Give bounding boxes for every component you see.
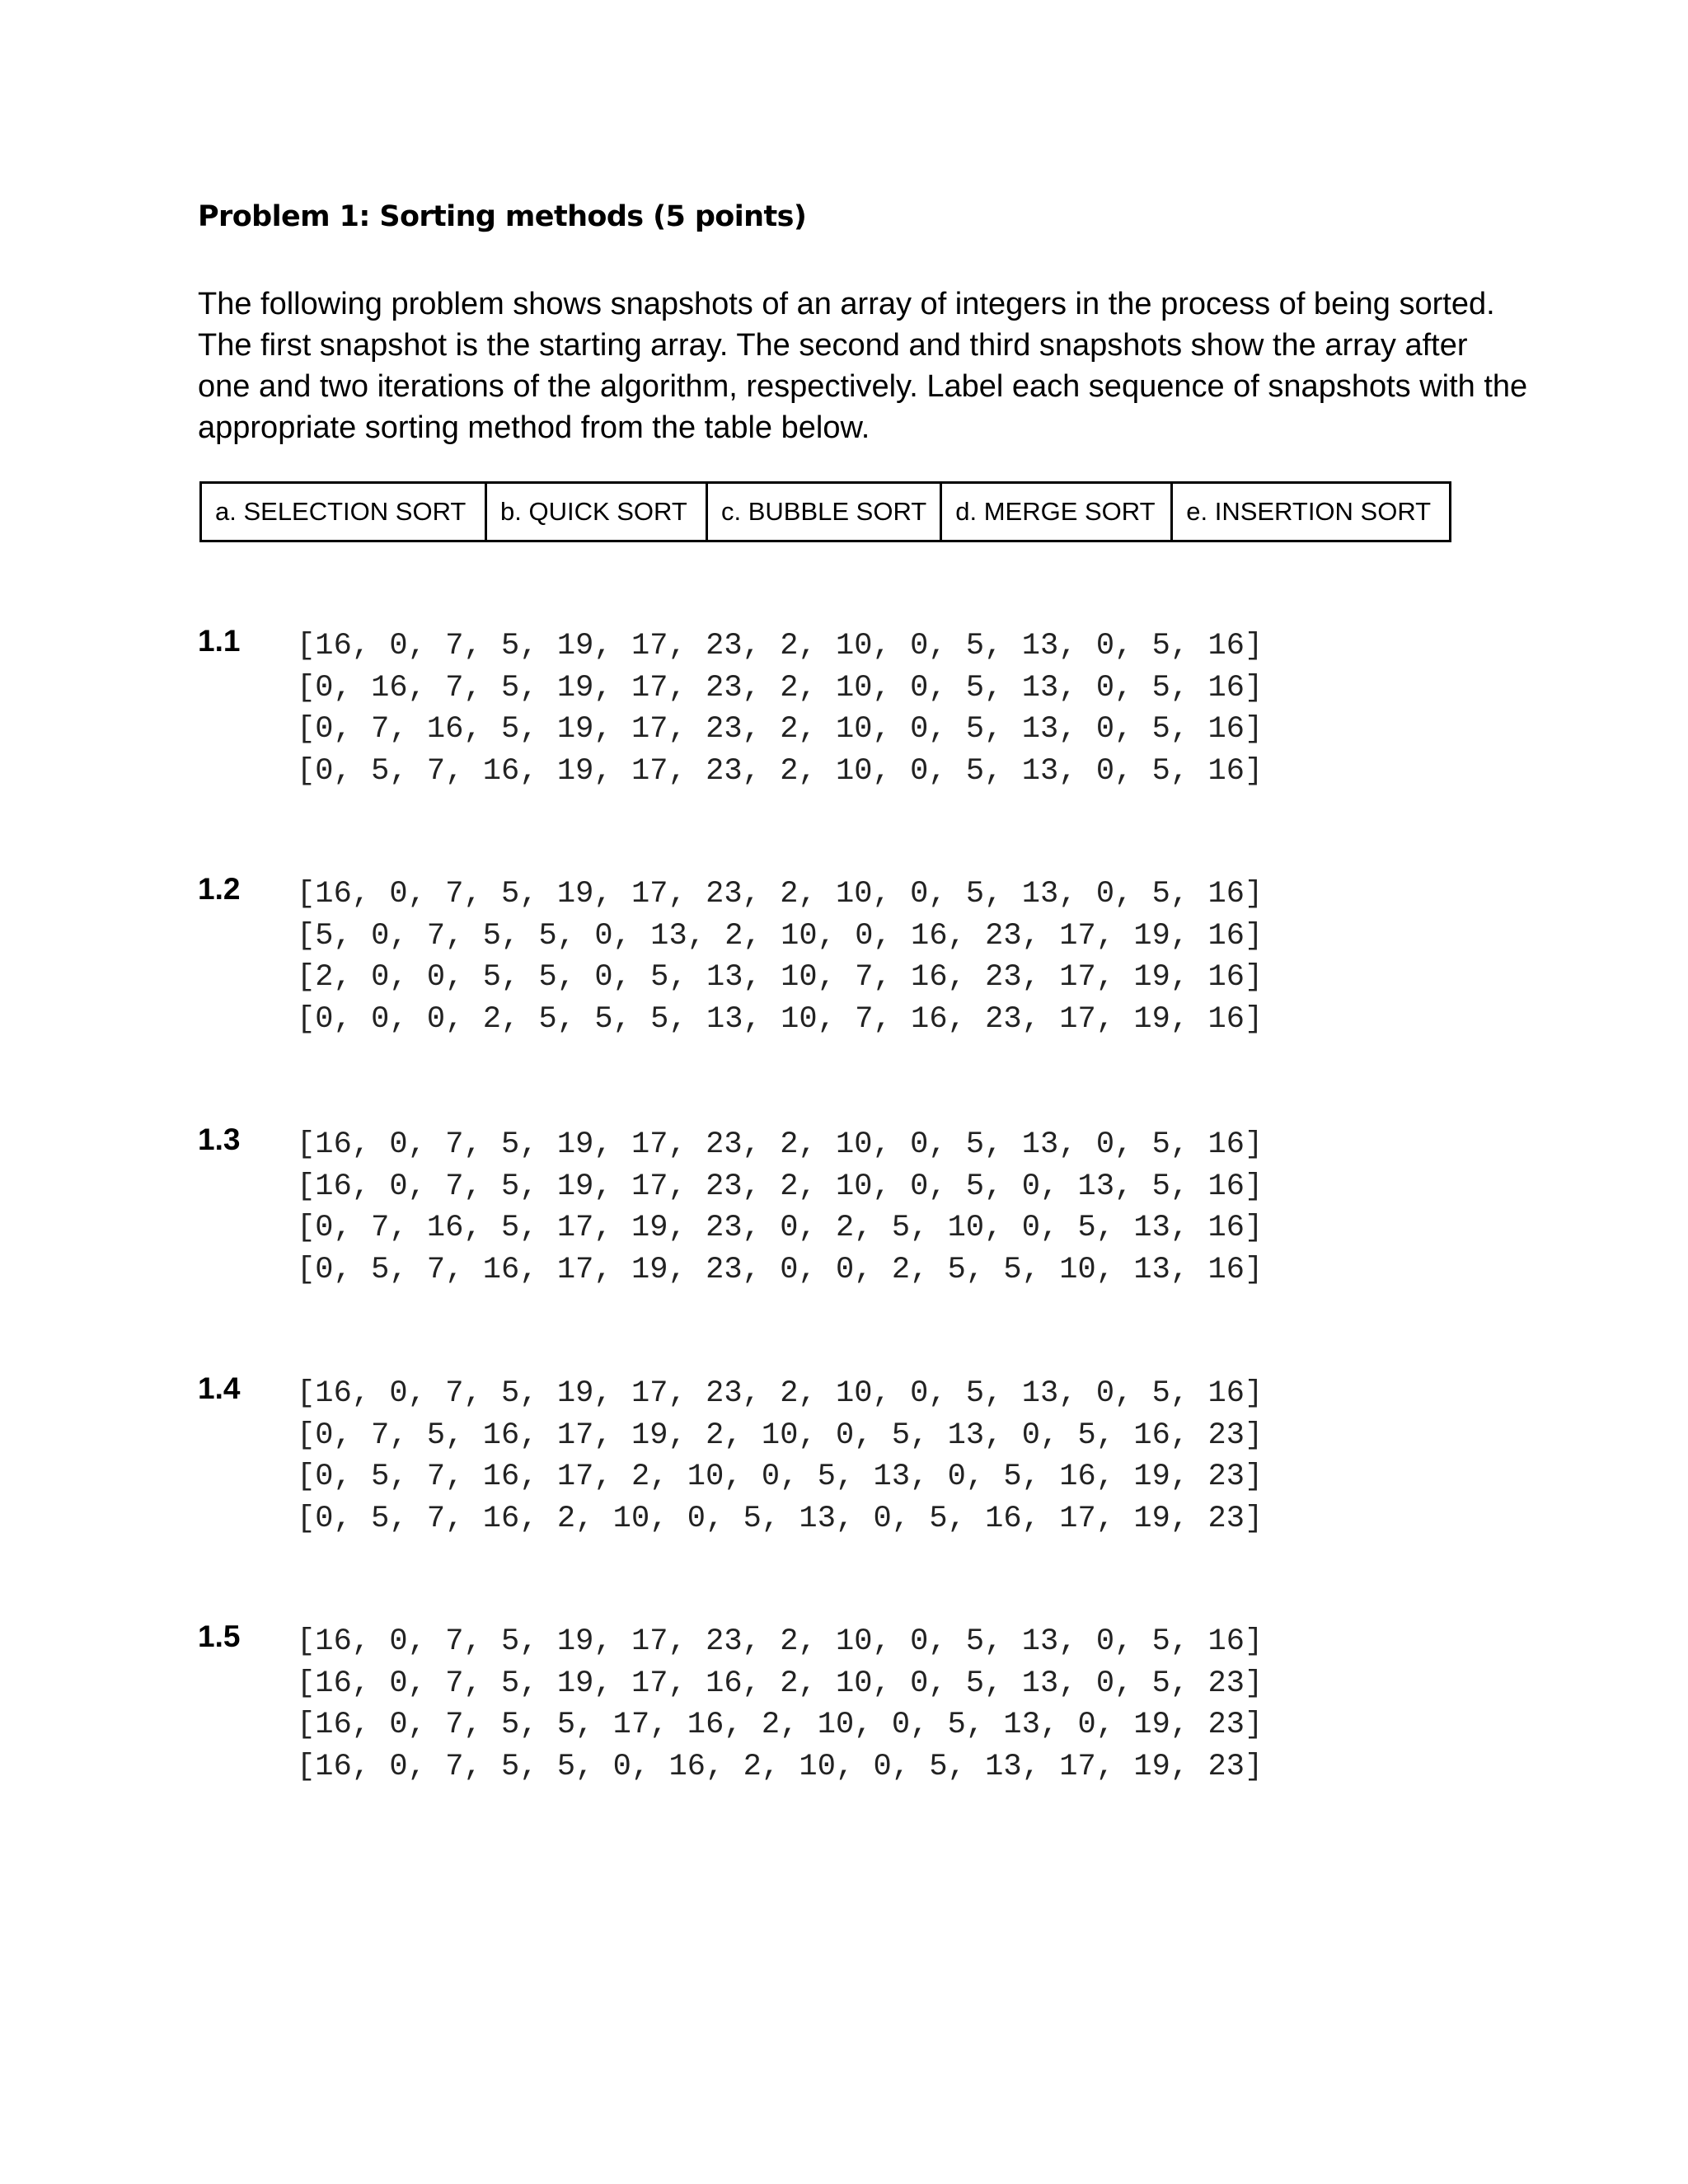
- snapshot-list: [297, 1124, 1263, 1291]
- snapshot-row: [16, 0, 7, 5, 19, 17, 23, 2, 10, 0, 5, 13, 0, 5, 16]: [297, 877, 1264, 912]
- snapshot-row: [0, 16, 7, 5, 19, 17, 23, 2, 10, 0, 5, 13, 0, 5, 16]: [297, 670, 1264, 705]
- snapshot-list: [297, 1621, 1263, 1788]
- snapshot-list: [297, 874, 1263, 1040]
- method-bubble-sort: c. BUBBLE SORT: [707, 483, 941, 541]
- snapshot-row: [0, 7, 16, 5, 17, 19, 23, 0, 2, 5, 10, 0, 5, 13, 16]: [297, 1211, 1264, 1245]
- snapshot-row: [16, 0, 7, 5, 19, 17, 23, 2, 10, 0, 5, 0, 13, 5, 16]: [297, 1169, 1264, 1204]
- snapshot-row: [0, 5, 7, 16, 2, 10, 0, 5, 13, 0, 5, 16, 17, 19, 23]: [297, 1501, 1264, 1536]
- snapshot-list: [297, 626, 1263, 792]
- method-selection-sort: a. SELECTION SORT: [201, 483, 486, 541]
- description-line: The following problem shows snapshots of an array of integers in the process of being sorted.: [198, 287, 1495, 321]
- snapshot-row: [16, 0, 7, 5, 5, 17, 16, 2, 10, 0, 5, 13, 0, 19, 23]: [297, 1708, 1264, 1742]
- snapshot-row: [16, 0, 7, 5, 5, 0, 16, 2, 10, 0, 5, 13, 17, 19, 23]: [297, 1749, 1264, 1784]
- description-line: The first snapshot is the starting array. The second and third snapshots show the array after: [198, 328, 1468, 363]
- problem-title: Problem 1: Sorting methods (5 points): [198, 200, 807, 233]
- snapshot-row: [16, 0, 7, 5, 19, 17, 23, 2, 10, 0, 5, 13, 0, 5, 16]: [297, 1376, 1264, 1411]
- snapshot-row: [0, 7, 16, 5, 19, 17, 23, 2, 10, 0, 5, 13, 0, 5, 16]: [297, 712, 1264, 747]
- problem-label: 1.4: [198, 1371, 241, 1405]
- problem-label: 1.1: [198, 624, 241, 658]
- problem-label: 1.3: [198, 1122, 241, 1156]
- description-line: one and two iterations of the algorithm, respectively. Label each sequence of snapshots with the: [198, 369, 1528, 404]
- snapshot-row: [16, 0, 7, 5, 19, 17, 23, 2, 10, 0, 5, 13, 0, 5, 16]: [297, 1624, 1264, 1659]
- description-line: appropriate sorting method from the table below.: [198, 410, 870, 445]
- method-merge-sort: d. MERGE SORT: [941, 483, 1172, 541]
- snapshot-row: [16, 0, 7, 5, 19, 17, 23, 2, 10, 0, 5, 13, 0, 5, 16]: [297, 1127, 1264, 1162]
- snapshot-row: [0, 5, 7, 16, 19, 17, 23, 2, 10, 0, 5, 13, 0, 5, 16]: [297, 753, 1264, 789]
- snapshot-row: [0, 5, 7, 16, 17, 2, 10, 0, 5, 13, 0, 5, 16, 19, 23]: [297, 1460, 1264, 1494]
- snapshot-row: [16, 0, 7, 5, 19, 17, 23, 2, 10, 0, 5, 13, 0, 5, 16]: [297, 629, 1264, 663]
- sorting-methods-table: [199, 481, 1451, 542]
- snapshot-row: [16, 0, 7, 5, 19, 17, 16, 2, 10, 0, 5, 13, 0, 5, 23]: [297, 1666, 1264, 1701]
- method-insertion-sort: e. INSERTION SORT: [1172, 483, 1451, 541]
- problem-label: 1.2: [198, 872, 241, 906]
- snapshot-row: [0, 5, 7, 16, 17, 19, 23, 0, 0, 2, 5, 5, 10, 13, 16]: [297, 1252, 1264, 1287]
- snapshot-row: [0, 7, 5, 16, 17, 19, 2, 10, 0, 5, 13, 0, 5, 16, 23]: [297, 1418, 1264, 1453]
- problem-label: 1.5: [198, 1619, 241, 1653]
- method-quick-sort: b. QUICK SORT: [486, 483, 707, 541]
- problem-description: [198, 284, 1558, 448]
- snapshot-row: [2, 0, 0, 5, 5, 0, 5, 13, 10, 7, 16, 23, 17, 19, 16]: [297, 960, 1264, 995]
- methods-row: [201, 483, 1451, 541]
- snapshot-row: [5, 0, 7, 5, 5, 0, 13, 2, 10, 0, 16, 23, 17, 19, 16]: [297, 918, 1264, 954]
- snapshot-row: [0, 0, 0, 2, 5, 5, 5, 13, 10, 7, 16, 23, 17, 19, 16]: [297, 1001, 1264, 1037]
- snapshot-list: [297, 1373, 1263, 1540]
